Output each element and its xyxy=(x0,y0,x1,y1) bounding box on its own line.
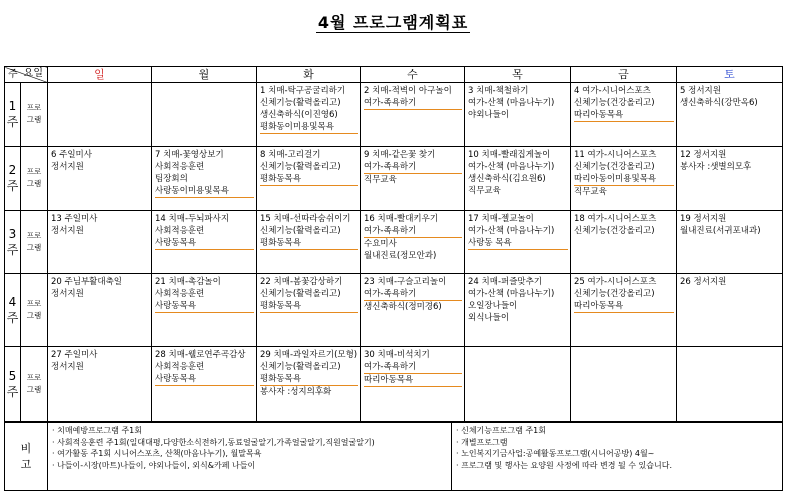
activity-line: 정서지원 xyxy=(51,161,84,172)
activity-line: 21 치매-촉감놀이 xyxy=(155,277,221,288)
day-cell-thu xyxy=(465,274,571,347)
notes-table xyxy=(4,422,783,491)
activity-line: 9 치매-같은꽃 찾기 xyxy=(364,149,436,160)
day-cell-fri xyxy=(571,274,677,347)
note-line: · 사회적응훈련 주1회(일대대평,다양한소식전하기,동료얼굴알기,가족얼굴알기,직원얼굴알기) xyxy=(52,437,375,447)
activity-line: 사회적응훈련 xyxy=(155,161,205,172)
week-unit: 주 xyxy=(6,115,19,130)
activity-line: 2 치매-적벽이 아구놀이 xyxy=(364,86,452,96)
corner-day-label: 요일 xyxy=(23,68,43,79)
day-cell-sun xyxy=(48,83,152,147)
activity-line: 월내진료(서귀포내과) xyxy=(680,225,761,236)
day-cell-fri xyxy=(571,210,677,274)
activity-line: 여가-산책 (마음나누기) xyxy=(468,289,555,300)
activity-line: 사랑동목욕 xyxy=(155,300,254,313)
week-number xyxy=(5,146,21,210)
day-cell-sat xyxy=(677,146,783,210)
activity-line: 평화동목욕 xyxy=(260,300,358,313)
day-cell-sun xyxy=(48,146,152,210)
activity-line: 신체기능(건강올리고) xyxy=(574,98,655,108)
day-cell-wed xyxy=(361,210,465,274)
note-line: · 프로그램 및 행사는 요양원 사정에 따라 변경 될 수 있습니다. xyxy=(456,460,672,470)
activity-line: 여가-족욕하기 xyxy=(364,225,462,238)
activity-line: 여가-족욕하기 xyxy=(364,161,462,174)
day-cell-wed xyxy=(361,274,465,347)
day-cell-tue xyxy=(257,210,361,274)
activity-line: 외식나들이 xyxy=(468,313,510,324)
activity-line: 7 치매-꽃영상보기 xyxy=(155,149,224,160)
activity-line: 8 치매-고리걸기 xyxy=(260,149,321,160)
day-header-wed: 수 xyxy=(361,67,465,83)
activity-line: 26 정서지원 xyxy=(680,277,727,288)
header-corner xyxy=(5,67,48,83)
activity-line: 20 주님부활대축일 xyxy=(51,277,122,288)
week-unit: 주 xyxy=(6,179,19,194)
program-label: 프로 그램 xyxy=(21,347,48,422)
notes-left xyxy=(48,423,452,491)
activity-line: 16 치매-빨대키우기 xyxy=(364,213,439,224)
day-cell-sun xyxy=(48,274,152,347)
activity-line: 직무교육 xyxy=(364,174,397,185)
activity-line: 신체기능(활력올리고) xyxy=(260,289,341,300)
activity-line: 평화동목욕 xyxy=(260,373,358,386)
activity-line: 평화동목욕 xyxy=(260,173,358,186)
activity-line: 정서지원 xyxy=(51,362,84,373)
day-header-sat: 토 xyxy=(677,67,783,83)
day-cell-thu xyxy=(465,347,571,422)
day-cell-fri xyxy=(571,347,677,422)
calendar-table xyxy=(4,66,783,422)
week-number xyxy=(5,210,21,274)
activity-line: 생신축하식(김요원6) xyxy=(468,173,546,184)
activity-line: 23 치매-구슬고리놀이 xyxy=(364,277,447,288)
activity-line: 17 치매-젤교놀이 xyxy=(468,213,534,224)
day-cell-sun xyxy=(48,347,152,422)
activity-line: 28 치매-웰로연주곡감상 xyxy=(155,350,246,361)
day-cell-tue xyxy=(257,347,361,422)
activity-line: 평화동목욕 xyxy=(260,237,358,250)
week-num: 1 xyxy=(8,99,17,114)
day-cell-thu xyxy=(465,83,571,147)
activity-line: 여가-산책 (마음나누기) xyxy=(468,225,555,236)
activity-line: 12 정서지원 xyxy=(680,149,727,160)
week-row xyxy=(5,274,783,347)
week-number xyxy=(5,274,21,347)
activity-line: 사회적응훈련 xyxy=(155,362,205,373)
activity-line: 수요미사 xyxy=(364,238,397,249)
activity-line: 따리아동목욕 xyxy=(574,109,674,122)
day-cell-wed xyxy=(361,347,465,422)
week-unit: 주 xyxy=(6,243,19,258)
corner-week-label: 주 xyxy=(8,69,18,80)
activity-line: 신체기능(활력올리고) xyxy=(260,362,341,373)
activity-line: 생신축하식(이진영6) xyxy=(260,110,338,120)
note-line: · 나들이-시장(마트)나들이, 야외나들이, 외식&카페 나들이 xyxy=(52,460,256,470)
activity-line: 팀장회의 xyxy=(155,173,188,184)
activity-line: 19 정서지원 xyxy=(680,213,727,224)
note-line: · 치매예방프로그램 주1회 xyxy=(52,426,142,435)
activity-line: 평화동이미용및목욕 xyxy=(260,121,358,134)
activity-line: 야외나들이 xyxy=(468,110,510,120)
program-label: 프로 그램 xyxy=(21,210,48,274)
activity-line: 여가-족욕하기 xyxy=(364,361,462,374)
activity-line: 정서지원 xyxy=(51,289,84,300)
day-cell-mon xyxy=(152,146,257,210)
activity-line: 25 여가-시니어스포츠 xyxy=(574,277,657,288)
activity-line: 11 여가-시니어스포츠 xyxy=(574,149,657,160)
day-cell-mon xyxy=(152,83,257,147)
week-unit: 주 xyxy=(6,311,19,326)
activity-line: 사랑동 목욕 xyxy=(468,237,568,250)
activity-line: 봉사자 :성지의후화 xyxy=(260,387,332,398)
week-row xyxy=(5,146,783,210)
day-header-tue: 화 xyxy=(257,67,361,83)
activity-line: 여가-족욕하기 xyxy=(364,288,462,301)
activity-line: 1 치매-탁구공굴리하기 xyxy=(260,86,346,96)
day-cell-wed xyxy=(361,146,465,210)
activity-line: 직무교육 xyxy=(574,186,607,197)
week-num: 5 xyxy=(8,369,17,384)
day-cell-sat xyxy=(677,83,783,147)
notes-right xyxy=(452,423,783,491)
activity-line: 직무교육 xyxy=(468,185,501,196)
day-header-fri: 금 xyxy=(571,67,677,83)
activity-line: 6 주일미사 xyxy=(51,149,92,160)
notes-label: 비 고 xyxy=(5,423,48,491)
week-num: 3 xyxy=(8,227,17,242)
day-cell-sat xyxy=(677,274,783,347)
activity-line: 여가-족욕하기 xyxy=(364,97,462,110)
day-cell-sat xyxy=(677,347,783,422)
activity-line: 22 치매-봄꽃감상하기 xyxy=(260,277,343,288)
week-row xyxy=(5,83,783,147)
activity-line: 사랑동이미용및목욕 xyxy=(155,185,254,198)
week-unit: 주 xyxy=(6,385,19,400)
activity-line: 5 정서지원 xyxy=(680,86,721,96)
activity-line: 따리아동목욕 xyxy=(574,300,674,313)
day-cell-tue xyxy=(257,83,361,147)
activity-line: 신체기능(활력올리고) xyxy=(260,161,341,172)
page-title: 4월 프로그램계획표 xyxy=(317,13,469,32)
activity-line: 15 치매-선따라숨쉬이기 xyxy=(260,213,351,224)
activity-line: 10 치매-빨래집게놀이 xyxy=(468,149,551,160)
day-cell-mon xyxy=(152,347,257,422)
activity-line: 신체기능(건강올리고) xyxy=(574,289,655,300)
activity-line: 사회적응훈련 xyxy=(155,225,205,236)
day-cell-sat xyxy=(677,210,783,274)
week-row xyxy=(5,347,783,422)
day-cell-mon xyxy=(152,274,257,347)
week-num: 4 xyxy=(8,295,17,310)
activity-line: 18 여가-시니어스포츠 xyxy=(574,213,657,224)
activity-line: 신체기능(건강올리고) xyxy=(574,225,655,236)
day-header-sun: 일 xyxy=(48,67,152,83)
activity-line: 정서지원 xyxy=(51,225,84,236)
activity-line: 신체기능(활력올리고) xyxy=(260,98,341,108)
week-num: 2 xyxy=(8,163,17,178)
day-header-thu: 목 xyxy=(465,67,571,83)
day-cell-fri xyxy=(571,146,677,210)
note-line: · 여가활동 주1회 시니어스포츠, 산책(마음나누기), 월말목욕 xyxy=(52,449,262,458)
day-header-mon: 월 xyxy=(152,67,257,83)
activity-line: 29 치매-과일자르기(모형) xyxy=(260,350,358,361)
program-label: 프로 그램 xyxy=(21,274,48,347)
day-cell-mon xyxy=(152,210,257,274)
day-cell-sun xyxy=(48,210,152,274)
activity-line: 13 주일미사 xyxy=(51,213,98,224)
activity-line: 따리아동이미용및목욕 xyxy=(574,173,674,186)
note-line: · 신체기능프로그램 주1회 xyxy=(456,426,546,435)
activity-line: 여가-산책 (마음나누기) xyxy=(468,161,555,172)
week-number xyxy=(5,83,21,147)
day-cell-tue xyxy=(257,146,361,210)
day-cell-thu xyxy=(465,146,571,210)
activity-line: 따리아동목욕 xyxy=(364,374,462,387)
activity-line: 생신축하식(정미경6) xyxy=(364,302,442,313)
program-label: 프로 그램 xyxy=(21,83,48,147)
day-cell-tue xyxy=(257,274,361,347)
activity-line: 생신축하식(강만옥6) xyxy=(680,98,758,108)
activity-line: 24 치매-퍼즐맞추기 xyxy=(468,277,543,288)
program-label: 프로 그램 xyxy=(21,146,48,210)
day-cell-fri xyxy=(571,83,677,147)
day-cell-thu xyxy=(465,210,571,274)
note-line: · 노인복지기금사업:공예활동프로그램(시니어공방) 4월~ xyxy=(456,449,655,458)
activity-line: 오일장나들이 xyxy=(468,301,518,312)
activity-line: 여가-산책 (마음나누기) xyxy=(468,98,555,108)
activity-line: 월내진료(정모안과) xyxy=(364,250,437,261)
activity-line: 4 여가-시니어스포츠 xyxy=(574,86,651,96)
activity-line: 14 치매-두뇌파사지 xyxy=(155,213,230,224)
activity-line: 신체기능(건강올리고) xyxy=(574,161,655,172)
note-line: · 개별프로그램 xyxy=(456,437,508,447)
activity-line: 사랑동목욕 xyxy=(155,237,254,250)
activity-line: 3 치매-책철하기 xyxy=(468,86,529,96)
activity-line: 사랑동목욕 xyxy=(155,373,254,386)
activity-line: 신체기능(활력올리고) xyxy=(260,225,341,236)
activity-line: 봉사자 :샛별의모후 xyxy=(680,161,752,172)
activity-line: 사회적응훈련 xyxy=(155,289,205,300)
activity-line: 30 치매-비석치기 xyxy=(364,350,430,361)
week-row xyxy=(5,210,783,274)
activity-line: 27 주일미사 xyxy=(51,350,98,361)
week-number xyxy=(5,347,21,422)
day-cell-wed xyxy=(361,83,465,147)
